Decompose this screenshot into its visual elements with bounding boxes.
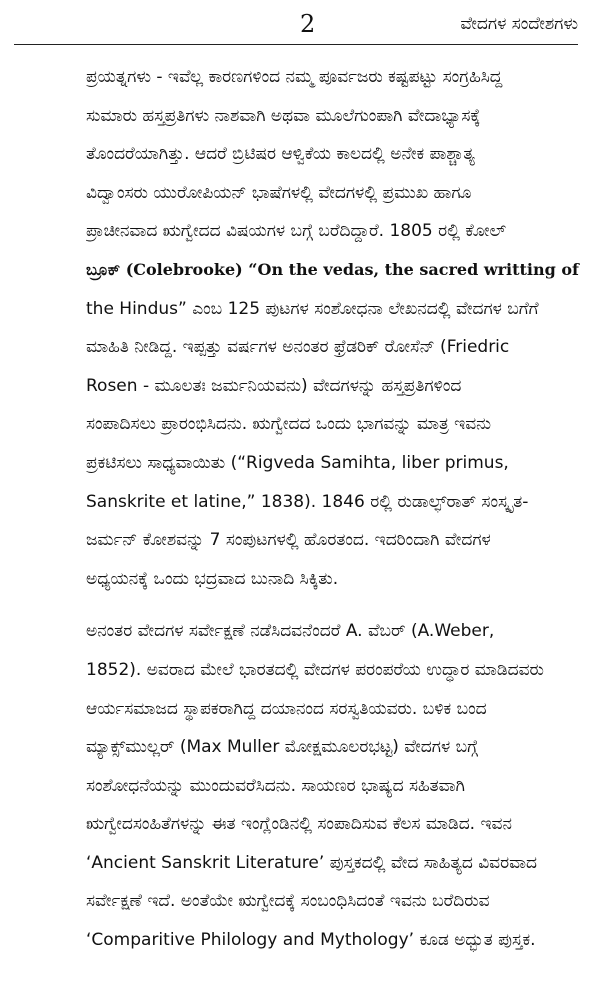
page-number: 2 [300,10,316,38]
page-header [0,0,600,52]
text-line: ಪ್ರಯತ್ನಗಳು - ಇವೆಲ್ಲ ಕಾರಣಗಳಿಂದ ನಮ್ಮ ಪೂರ್ವಜರು ಕಷ್ಟಪಟ್ಟು ಸಂಗ್ರಹಿಸಿದ್ದ [86,67,503,87]
text-line: ಆರ್ಯಸಮಾಜದ ಸ್ಥಾಪಕರಾಗಿದ್ದ ದಯಾನಂದ ಸರಸ್ವತಿಯವರು. ಬಳಿಕ ಬಂದ [86,698,487,719]
body-text [86,58,586,960]
text-line: ಮ್ಯಾಕ್ಸ್‌ಮುಲ್ಲರ್ (Max Muller ಮೋಕ್ಷಮೂಲರಭಟ್ಟ) ವೇದಗಳ ಬಗ್ಗೆ [86,737,478,758]
text-line: ‘Ancient Sanskrit Literature’ ಪುಸ್ತಕದಲ್ಲಿ ವೇದ ಸಾಹಿತ್ಯದ ವಿವರವಾದ [86,852,537,873]
running-head: ವೇದಗಳ ಸಂದೇಶಗಳು [460,14,578,34]
text-line: ‘Comparitive Philology and Mythology’ ಕೂಡ ಅದ್ಭುತ ಪುಸ್ತಕ. [86,930,536,951]
text-line: ಋಗ್ವೇದಸಂಹಿತೆಗಳನ್ನು ಈತ ಇಂಗ್ಲೆಂಡಿನಲ್ಲಿ ಸಂಪಾದಿಸುವ ಕೆಲಸ ಮಾಡಿದ. ಇವನ [86,814,512,835]
text-line: ಸಂಪಾದಿಸಲು ಪ್ರಾರಂಭಿಸಿದನು. ಋಗ್ವೇದದ ಒಂದು ಭಾಗವನ್ನು ಮಾತ್ರ ಇವನು [86,414,491,435]
text-line: ಪ್ರಕಟಿಸಲು ಸಾಧ್ಯವಾಯಿತು (“Rigveda Samihta, liber primus, [86,452,509,473]
left-margin [0,0,8,995]
header-rule [14,44,578,45]
text-line: ಬ್ರೂಕ್ (Colebrooke) “On the vedas, the sacred writting of [86,259,579,279]
text-line: ಜರ್ಮನ್ ಕೋಶವನ್ನು 7 ಸಂಪುಟಗಳಲ್ಲಿ ಹೊರತಂದ. ಇದರಿಂದಾಗಿ ವೇದಗಳ [86,530,491,551]
text-line: ಸರ್ವೇಕ್ಷಣೆ ಇದೆ. ಅಂತೆಯೇ ಋಗ್ವೇದಕ್ಕೆ ಸಂಬಂಧಿಸಿದಂತೆ ಇವನು ಬರೆದಿರುವ [86,891,490,912]
paragraph-1 [86,58,586,598]
text-line: ಅನಂತರ ವೇದಗಳ ಸರ್ವೇಕ್ಷಣೆ ನಡೆಸಿದವನೆಂದರೆ A. ವೆಬರ್ (A.Weber, [86,621,495,642]
text-line: ಸುಮಾರು ಹಸ್ತಪ್ರತಿಗಳು ನಾಶವಾಗಿ ಅಥವಾ ಮೂಲೆಗುಂಪಾಗಿ ವೇದಾಭ್ಯಾಸಕ್ಕೆ [86,105,481,126]
text-line: ವಿದ್ವಾಂಸರು ಯುರೋಪಿಯನ್ ಭಾಷೆಗಳಲ್ಲಿ ವೇದಗಳಲ್ಲಿ ಪ್ರಮುಖ ಹಾಗೂ [86,182,472,203]
text-line: ಮಾಹಿತಿ ನೀಡಿದ್ದ. ಇಪ್ಪತ್ತು ವರ್ಷಗಳ ಅನಂತರ ಫ್ರೆಡರಿಕ್ ರೋಸೆನ್ (Friedric [86,337,510,358]
text-line: ಪ್ರಾಚೀನವಾದ ಋಗ್ವೇದದ ವಿಷಯಗಳ ಬಗ್ಗೆ ಬರೆದಿದ್ದಾರೆ. 1805 ರಲ್ಲಿ ಕೋಲ್ [86,221,506,242]
text-line: ತೊಂದರೆಯಾಗಿತ್ತು. ಆದರೆ ಬ್ರಿಟಿಷರ ಆಳ್ವಿಕೆಯ ಕಾಲದಲ್ಲಿ ಅನೇಕ ಪಾಶ್ಚಾತ್ಯ [86,144,475,165]
text-line: Rosen - ಮೂಲತಃ ಜರ್ಮನಿಯವನು) ವೇದಗಳನ್ನು ಹಸ್ತಪ್ರತಿಗಳಿಂದ [86,375,462,396]
text-line: ಅಧ್ಯಯನಕ್ಕೆ ಒಂದು ಭದ್ರವಾದ ಬುನಾದಿ ಸಿಕ್ಕಿತು. [86,568,339,589]
text-line: the Hindus” ಎಂಬ 125 ಪುಟಗಳ ಸಂಶೋಧನಾ ಲೇಖನದಲ್ಲಿ ವೇದಗಳ ಬಗೆಗೆ [86,298,539,319]
text-line: 1852). ಅವರಾದ ಮೇಲೆ ಭಾರತದಲ್ಲಿ ವೇದಗಳ ಪರಂಪರೆಯ ಉದ್ಧಾರ ಮಾಡಿದವರು [86,659,544,680]
text-line: Sanskrite et latine,” 1838). 1846 ರಲ್ಲಿ ರುಡಾಲ್ಫ್‌ರಾತ್ ಸಂಸ್ಕೃತ- [86,491,529,512]
text-line: ಸಂಶೋಧನೆಯನ್ನು ಮುಂದುವರೆಸಿದನು. ಸಾಯಣರ ಭಾಷ್ಯದ ಸಹಿತವಾಗಿ [86,775,465,796]
paragraph-2 [86,612,586,959]
